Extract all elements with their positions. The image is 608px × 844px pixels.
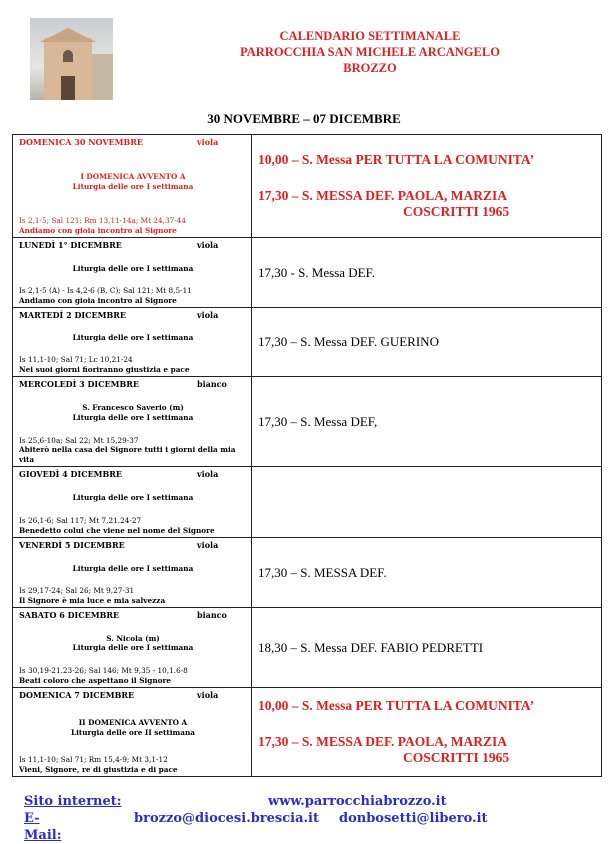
motto: Beati coloro che aspettano il Signore bbox=[19, 675, 172, 685]
day-info-cell bbox=[13, 467, 252, 538]
day-name: MERCOLEDÌ 3 DICEMBRE bbox=[19, 379, 139, 389]
day-subtitle: Liturgia delle ore I settimana bbox=[72, 643, 194, 653]
church-photo bbox=[30, 18, 113, 100]
mass-entry bbox=[258, 698, 601, 714]
day-subtitle: Liturgia delle ore I settimana bbox=[72, 263, 194, 273]
calendar-table bbox=[12, 134, 602, 777]
liturgical-color: viola bbox=[197, 690, 219, 700]
mass-intention: PER TUTTA LA COMUNITA’ bbox=[355, 152, 535, 167]
day-subtitle: S. Francesco Saverio (m) bbox=[82, 403, 184, 412]
liturgical-color: bianco bbox=[197, 610, 227, 620]
liturgical-color: viola bbox=[197, 469, 219, 479]
site-label: Sito internet: bbox=[24, 794, 122, 809]
day-info-cell bbox=[13, 608, 252, 688]
site-link[interactable]: www.parrocchiabrozzo.it bbox=[268, 794, 447, 809]
day-row bbox=[13, 608, 602, 688]
mass-entry bbox=[258, 734, 601, 766]
mass-intention: COSCRITTI 1965 bbox=[403, 204, 510, 219]
day-row bbox=[13, 377, 602, 467]
readings: Is 11,1-10; Sal 71; Lc 10,21-24 bbox=[19, 355, 133, 364]
mass-entry: 17,30 – S. Messa DEF, bbox=[258, 413, 378, 429]
readings: Is 25,6-10a; Sal 22; Mt 15,29-37 bbox=[19, 435, 139, 445]
day-subtitle: Liturgia delle ore I settimana bbox=[72, 563, 194, 573]
day-row bbox=[13, 238, 602, 308]
day-subtitle: II DOMENICA AVVENTO A bbox=[78, 718, 188, 728]
mass-entry: 17,30 – S. Messa DEF. GUERINO bbox=[258, 334, 439, 349]
mass-entry: 17,30 - S. Messa DEF. bbox=[258, 264, 376, 280]
liturgical-color: viola bbox=[197, 540, 219, 550]
mass-cell bbox=[252, 377, 602, 467]
day-subtitle: Liturgia delle ore I settimana bbox=[72, 181, 194, 191]
parish-name: PARROCCHIA SAN MICHELE ARCANGELO bbox=[240, 45, 500, 59]
week-range: 30 NOVEMBRE – 07 DICEMBRE bbox=[207, 111, 401, 126]
day-name: LUNEDÌ 1° DICEMBRE bbox=[19, 240, 122, 250]
mass-cell bbox=[252, 238, 602, 308]
day-info-cell bbox=[13, 688, 252, 777]
mass-intention: PER TUTTA LA COMUNITA’ bbox=[355, 698, 535, 713]
mass-time: 10,00 – S. Messa bbox=[258, 152, 356, 167]
day-subtitle: I DOMENICA AVVENTO A bbox=[80, 172, 186, 182]
liturgical-color: viola bbox=[197, 137, 219, 147]
day-name: GIOVEDÌ 4 DICEMBRE bbox=[19, 469, 123, 479]
day-subtitle: Liturgia delle ore I settimana bbox=[72, 412, 194, 422]
motto: Andiamo con gioia incontro al Signore bbox=[19, 225, 177, 235]
mass-entry bbox=[258, 188, 601, 220]
page-title bbox=[190, 28, 550, 76]
mass-time: 17,30 – S. MESSA DEF. PAOLA, MARZIA bbox=[258, 188, 508, 203]
day-subtitle: Liturgia delle ore II settimana bbox=[70, 727, 196, 737]
readings: Is 29,17-24; Sal 26; Mt 9,27-31 bbox=[19, 586, 135, 595]
mass-entry bbox=[258, 152, 601, 168]
motto: Vieni, Signore, re di giustizia e di pace bbox=[19, 764, 178, 774]
mass-cell bbox=[252, 608, 602, 688]
motto: Il Signore è mia luce e mia salvezza bbox=[19, 595, 166, 605]
readings: Is 2,1-5; Sal 121; Rm 13,11-14a; Mt 24,37-44 bbox=[19, 216, 187, 225]
day-info-cell bbox=[13, 538, 252, 608]
day-subtitle: S. Nicola (m) bbox=[106, 633, 160, 643]
readings: Is 26,1-6; Sal 117; Mt 7,21.24-27 bbox=[19, 516, 142, 525]
day-name: MARTEDÌ 2 DICEMBRE bbox=[19, 310, 126, 320]
motto: Andiamo con gioia incontro al Signore bbox=[19, 295, 177, 305]
motto: Benedetto colui che viene nel nome del Signore bbox=[19, 525, 215, 535]
day-name: DOMENICA 30 NOVEMBRE bbox=[19, 137, 143, 147]
mass-time: 10,00 – S. Messa bbox=[258, 698, 356, 713]
mass-cell bbox=[252, 467, 602, 538]
day-row bbox=[13, 135, 602, 238]
day-name: SABATO 6 DICEMBRE bbox=[19, 610, 120, 620]
town-name: BROZZO bbox=[343, 61, 397, 75]
day-row bbox=[13, 538, 602, 608]
email-label: E-Mail: bbox=[24, 811, 62, 843]
motto: Nei suoi giorni fioriranno giustizia e pace bbox=[19, 364, 190, 374]
day-name: VENERDÌ 5 DICEMBRE bbox=[19, 540, 125, 550]
email-link-2[interactable]: donbosetti@libero.it bbox=[339, 811, 488, 826]
day-row bbox=[13, 467, 602, 538]
day-info-cell bbox=[13, 135, 252, 238]
readings: Is 11,1-10; Sal 71; Rm 15,4-9; Mt 3,1-12 bbox=[19, 755, 168, 764]
readings: Is 30,19-21.23-26; Sal 146; Mt 9,35 - 10,1.6-8 bbox=[19, 666, 188, 675]
motto: Abiterò nella casa del Signore tutti i giorni della mia vita bbox=[19, 445, 236, 464]
mass-entry: 18,30 – S. Messa DEF. FABIO PEDRETTI bbox=[258, 639, 484, 655]
mass-intention: COSCRITTI 1965 bbox=[403, 750, 510, 765]
day-subtitle: Liturgia delle ore I settimana bbox=[72, 493, 194, 502]
liturgical-color: viola bbox=[197, 240, 219, 250]
mass-entry: 17,30 – S. MESSA DEF. bbox=[258, 564, 387, 580]
day-row bbox=[13, 688, 602, 777]
day-name: DOMENICA 7 DICEMBRE bbox=[19, 690, 135, 700]
liturgical-color: bianco bbox=[197, 379, 227, 389]
mass-cell bbox=[252, 308, 602, 377]
mass-cell bbox=[252, 688, 602, 777]
title-line: CALENDARIO SETTIMANALE bbox=[279, 29, 461, 43]
email-link-1[interactable]: brozzo@diocesi.brescia.it bbox=[134, 811, 319, 826]
mass-cell bbox=[252, 538, 602, 608]
day-info-cell bbox=[13, 377, 252, 467]
day-row bbox=[13, 308, 602, 377]
mass-cell bbox=[252, 135, 602, 238]
mass-time: 17,30 – S. MESSA DEF. PAOLA, MARZIA bbox=[258, 734, 508, 749]
day-info-cell bbox=[13, 238, 252, 308]
liturgical-color: viola bbox=[197, 310, 219, 320]
day-subtitle: Liturgia delle ore I settimana bbox=[72, 333, 194, 342]
readings: Is 2,1-5 (A) - Is 4,2-6 (B, C); Sal 121; Mt 8,5-11 bbox=[19, 286, 192, 295]
day-info-cell bbox=[13, 308, 252, 377]
